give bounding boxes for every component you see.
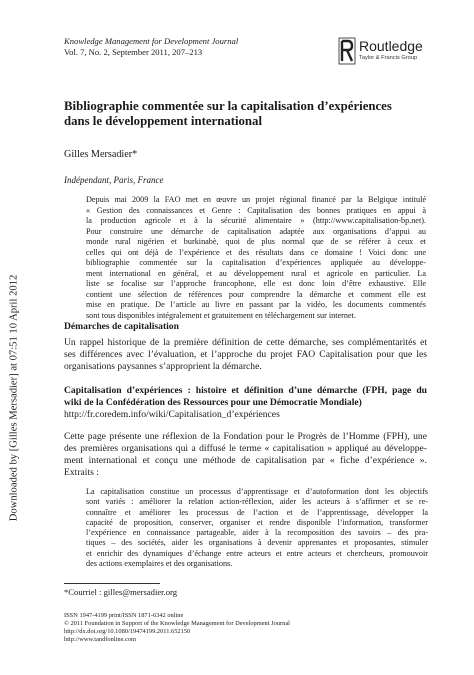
footnote-divider xyxy=(64,583,160,584)
block-quote xyxy=(86,487,428,569)
title-line: dans le développement international xyxy=(64,114,263,128)
title-line: Bibliographie commentée sur la capitalisation d’expériences xyxy=(64,99,392,113)
quote-line: l’expérience en connaissance partageable, aider à la recomposition des savoirs – des pra- xyxy=(86,528,428,538)
quote-line: capacité de proposition, conserver, organiser et rendre disponible l’information, transformer xyxy=(86,517,428,527)
journal-name: Knowledge Management for Development Journal xyxy=(64,36,239,46)
intro-paragraph xyxy=(64,337,427,373)
abstract-line: ment international en général, et au développement rural et agricole en particulier. La xyxy=(86,268,426,278)
routledge-logo-icon xyxy=(338,37,356,65)
abstract-line: la production agricole et à la sécurité alimentaire » (http://www.capitalisation-bp.net). xyxy=(86,216,426,225)
copyright-line: © 2011 Foundation in Support of the Knowledge Management for Development Journal xyxy=(64,620,290,628)
section-heading: Démarches de capitalisation xyxy=(64,321,179,332)
paragraph-line: des premières organisations qui a diffusé le terme « capitalisation » appliqué au développe- xyxy=(64,443,427,454)
abstract-line: monde rural nigérien et burkinabè, quoi de plus normal que de se référer à ceux et xyxy=(86,237,426,246)
paragraph-line: Cette page présente une réflexion de la Fondation pour le Progrès de l’Homme (FPH), une xyxy=(64,431,427,442)
abstract-line: contient une sélection de références pour comprendre la démarche et comment elle est xyxy=(86,289,426,299)
journal-volume: Vol. 7, No. 2, September 2011, 207–213 xyxy=(64,47,203,57)
quote-line: sont variés : améliorer la relation action-réflexion, aider les acteurs à s’affirmer et se re- xyxy=(86,497,428,507)
quote-line: connaître et améliorer les processus de l’action et de l’apprentissage, développer la xyxy=(86,507,428,517)
description-paragraph xyxy=(64,431,427,479)
paragraph-line: Extraits : xyxy=(64,467,99,478)
quote-line: La capitalisation constitue un processus d’apprentissage et d’autoformation dont les objectifs xyxy=(86,487,428,496)
author: Gilles Mersadier* xyxy=(64,149,138,160)
download-stamp-text: Downloaded by [Gilles Mersadier] at 07:51 10 April 2012 xyxy=(8,274,20,522)
download-stamp xyxy=(6,168,22,628)
publisher-brand: Routledge xyxy=(359,38,423,54)
paragraph-line: ses différences avec l’évaluation, et l’approche du projet FAO Capitalisation pour que les xyxy=(64,349,427,360)
paragraph-line: organisations paysannes s’approprient la démarche. xyxy=(64,361,262,372)
journal-header xyxy=(64,36,238,58)
affiliation: Indépendant, Paris, France xyxy=(64,175,164,185)
paragraph-line: ment international et conçu une méthode de capitalisation par « fiche d’expérience ». xyxy=(64,455,427,466)
issn-line: ISSN 1947-4199 print/ISSN 1871-6342 online xyxy=(64,612,184,619)
abstract-line: bibliographie commentée sur la capitalisation d’expériences appliquée au développe- xyxy=(86,258,426,267)
paragraph-line: Un rappel historique de la première définition de cette démarche, ses complémentarités et xyxy=(64,337,427,348)
abstract-line: « Gestion des connaissances et Genre : Capitalisation des bonnes pratiques en appui à xyxy=(86,205,426,215)
publisher-logo xyxy=(338,37,448,67)
abstract-line: celles qui ont déjà de l’expérience et des résultats dans ce domaine ! Voici donc une xyxy=(86,247,426,257)
reference-url[interactable]: http://fr.coredem.info/wiki/Capitalisation_d’expériences xyxy=(64,409,280,420)
publisher-link[interactable]: http://www.tandfonline.com xyxy=(64,636,137,644)
abstract-line: Depuis mai 2009 la FAO met en œuvre un projet régional financé par la Belgique intitulé xyxy=(86,195,426,204)
quote-line: et enrichir des dynamiques d’échange entre acteurs et entre acteurs et chercheurs, promouvoir xyxy=(86,548,428,558)
reference-title-line: wiki de la Confédération des Ressources pour une Démocratie Mondiale) xyxy=(64,397,362,408)
abstract-line: mise en pratique. De l’article au livre en passant par la vidéo, les documents commentés xyxy=(86,300,426,309)
publisher-subtitle: Taylor & Francis Group xyxy=(359,55,418,61)
reference-entry xyxy=(64,385,427,421)
publication-footer xyxy=(64,612,290,644)
quote-line: tiques – des sociétés, aider les organisations à devenir apprenantes et proposantes, stimuler xyxy=(86,538,428,548)
abstract xyxy=(86,195,426,321)
quote-line: des actions exemplaires et des organisations. xyxy=(86,559,233,569)
article-title xyxy=(64,99,424,129)
footnote: *Courriel : gilles@mersadier.org xyxy=(64,587,178,597)
abstract-line: liste se focalise sur l’approche francophone, elle est donc loin d’être exhaustive. Elle xyxy=(86,279,426,288)
doi-link[interactable]: http://dx.doi.org/10.1080/19474199.2011.652150 xyxy=(64,628,191,636)
abstract-line: sont tous disponibles intégralement et gratuitement en téléchargement sur internet. xyxy=(86,310,356,320)
abstract-line: Pour construire une démarche de capitalisation adaptée aux organisations d’appui au xyxy=(86,226,426,236)
reference-title-line: Capitalisation d’expériences : histoire et définition d’une démarche (FPH, page du xyxy=(64,385,427,396)
